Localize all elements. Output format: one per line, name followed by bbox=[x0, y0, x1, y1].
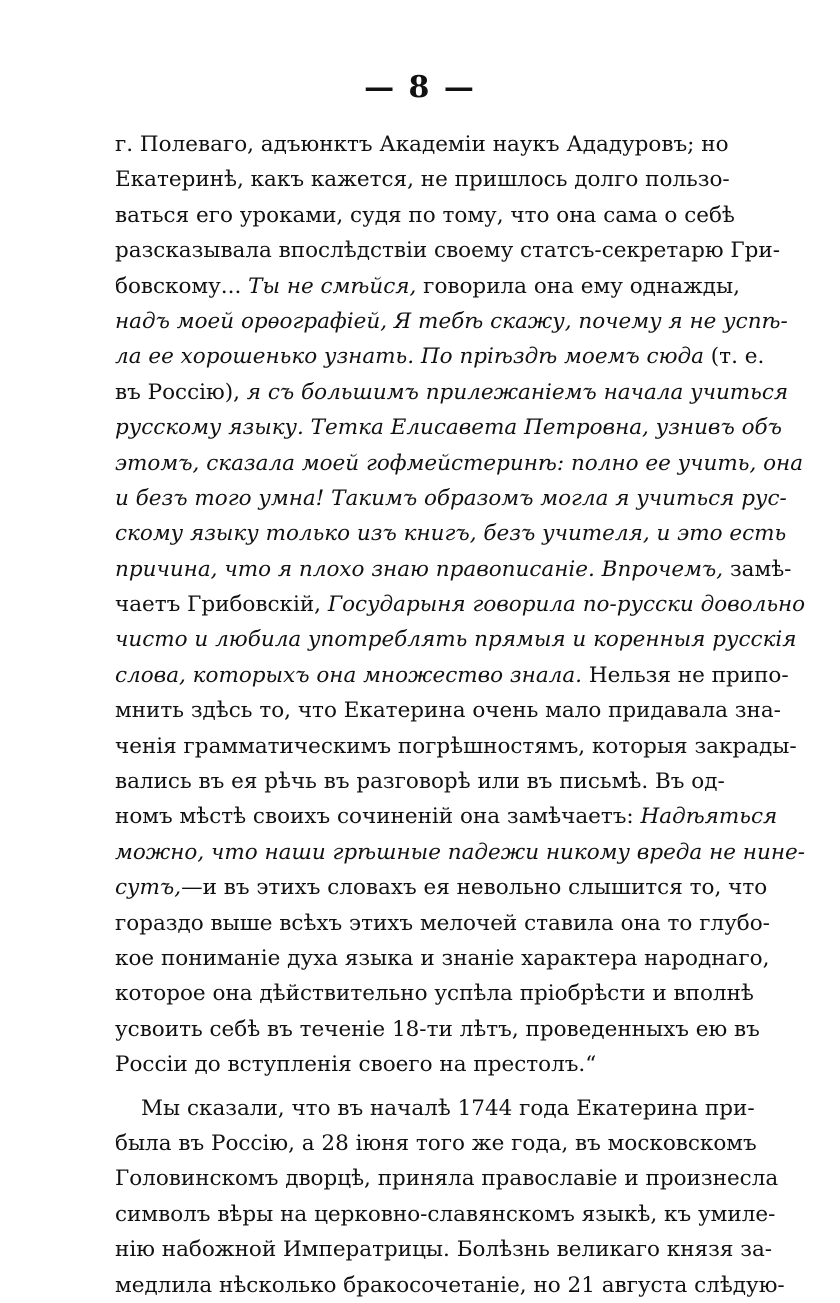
text-line bbox=[115, 622, 797, 657]
text-line bbox=[115, 906, 770, 941]
italic-text-segment: этомъ, сказала моей гофмейстеринѣ: полно ее учить, она bbox=[115, 450, 804, 476]
text-line bbox=[115, 339, 765, 374]
text-line bbox=[115, 233, 780, 268]
italic-text-segment: Надѣяться bbox=[640, 804, 778, 830]
text-segment: въ Россію), bbox=[115, 379, 247, 405]
text-line bbox=[115, 941, 770, 976]
text-segment: нію набожной Императрицы. Болѣзнь великаго князя за- bbox=[115, 1237, 773, 1263]
text-line bbox=[115, 375, 789, 410]
text-line bbox=[115, 1232, 773, 1267]
text-segment: была въ Россію, а 28 іюня того же года, въ московскомъ bbox=[115, 1130, 757, 1156]
paragraph-gap bbox=[115, 1083, 695, 1091]
text-line bbox=[115, 446, 804, 481]
text-line bbox=[115, 1047, 695, 1082]
text-segment: Мы сказали, что въ началѣ 1744 года Екатерина при- bbox=[141, 1095, 755, 1121]
text-segment: мнить здѣсь то, что Екатерина очень мало придавала зна- bbox=[115, 698, 781, 724]
italic-text-segment: русскому языку. Тетка Елисавета Петровна, узнивъ объ bbox=[115, 415, 783, 441]
text-segment: усвоить себѣ въ теченіе 18-ти лѣтъ, проведенныхъ ею въ bbox=[115, 1016, 760, 1042]
text-line bbox=[115, 587, 806, 622]
text-line bbox=[115, 658, 789, 693]
text-segment: медлила нѣсколько бракосочетаніе, но 21 августа слѣдую- bbox=[115, 1272, 785, 1298]
text-segment: гораздо выше всѣхъ этихъ мелочей ставила она то глубо- bbox=[115, 910, 770, 936]
italic-text-segment: Ты не смѣйся, bbox=[248, 273, 417, 299]
text-line bbox=[115, 835, 805, 870]
text-line bbox=[115, 127, 729, 162]
italic-text-segment: чисто и любила употреблять прямыя и коренныя русскія bbox=[115, 627, 797, 653]
text-segment: Россіи до вступленія своего на престолъ.“ bbox=[115, 1052, 597, 1078]
text-line bbox=[115, 1161, 779, 1196]
italic-text-segment: причина, что я плохо знаю правописаніе. Впрочемъ, bbox=[115, 556, 724, 582]
italic-text-segment: и безъ того умна! Такимъ образомъ могла я учиться рус- bbox=[115, 485, 787, 511]
text-segment: ваться его уроками, судя по тому, что она сама о себѣ bbox=[115, 202, 735, 228]
page-number: — 8 — bbox=[364, 70, 476, 105]
text-line bbox=[115, 870, 768, 905]
text-line bbox=[115, 304, 788, 339]
italic-text-segment: ла ее хорошенько узнать. По пріѣздѣ моемъ сюда bbox=[115, 344, 704, 370]
text-segment: которое она дѣйствительно успѣла пріобрѣсти и вполнѣ bbox=[115, 981, 754, 1007]
text-line bbox=[115, 552, 792, 587]
italic-text-segment: можно, что наши грѣшные падежи никому вреда не нине- bbox=[115, 839, 805, 865]
italic-text-segment: я съ большимъ прилежаніемъ начала учиться bbox=[246, 379, 789, 405]
text-line bbox=[115, 1268, 785, 1303]
text-line bbox=[115, 481, 787, 516]
text-segment: кое пониманіе духа языка и знаніе характера народнаго, bbox=[115, 945, 770, 971]
italic-text-segment: надъ моей орѳографіей, Я тебѣ скажу, почему я не успѣ- bbox=[115, 308, 788, 334]
text-segment: символъ вѣры на церковно-славянскомъ языкѣ, къ умиле- bbox=[115, 1201, 776, 1227]
text-line bbox=[115, 1197, 776, 1232]
text-segment: (т. е. bbox=[703, 344, 765, 370]
italic-text-segment: слова, которыхъ она множество знала. bbox=[115, 662, 582, 688]
text-segment: вались въ ея рѣчь въ разговорѣ или въ письмѣ. Въ од- bbox=[115, 769, 725, 795]
italic-text-segment: Государыня говорила по-русски довольно bbox=[327, 592, 806, 618]
text-line bbox=[115, 198, 735, 233]
text-segment: говорила она ему однажды, bbox=[416, 273, 740, 299]
text-segment: чаетъ Грибовскій, bbox=[115, 592, 328, 618]
text-line bbox=[115, 799, 778, 834]
text-line bbox=[115, 410, 783, 445]
text-line bbox=[115, 1012, 760, 1047]
text-segment: г. Полеваго, адъюнктъ Академіи наукъ Ададуровъ; но bbox=[115, 132, 729, 157]
text-segment: —и въ этихъ словахъ ея невольно слышится то, что bbox=[181, 875, 768, 901]
italic-text-segment: сутъ, bbox=[115, 875, 182, 901]
text-line bbox=[115, 516, 787, 551]
text-line bbox=[115, 1126, 757, 1161]
text-segment: Екатеринѣ, какъ кажется, не пришлось долго пользо- bbox=[115, 167, 730, 193]
text-line bbox=[115, 162, 730, 197]
text-line bbox=[115, 693, 781, 728]
text-line bbox=[115, 764, 725, 799]
body-text bbox=[115, 127, 806, 1303]
text-segment: Головинскомъ дворцѣ, приняла православіе и произнесла bbox=[115, 1166, 779, 1192]
text-segment: разсказывала впослѣдствіи своему статсъ-секретарю Гри- bbox=[115, 238, 780, 264]
text-segment: номъ мѣстѣ своихъ сочиненій она замѣчаетъ: bbox=[115, 804, 641, 830]
text-line bbox=[115, 729, 797, 764]
text-segment: ченія грамматическимъ погрѣшностямъ, которыя закрады- bbox=[115, 733, 797, 759]
text-line bbox=[115, 1091, 755, 1126]
text-segment: бовскому... bbox=[115, 273, 249, 299]
text-segment: замѣ- bbox=[723, 556, 792, 582]
text-segment: Нельзя не припо- bbox=[581, 662, 789, 688]
text-line bbox=[115, 269, 740, 304]
text-line bbox=[115, 976, 754, 1011]
italic-text-segment: скому языку только изъ книгъ, безъ учителя, и это есть bbox=[115, 521, 787, 547]
